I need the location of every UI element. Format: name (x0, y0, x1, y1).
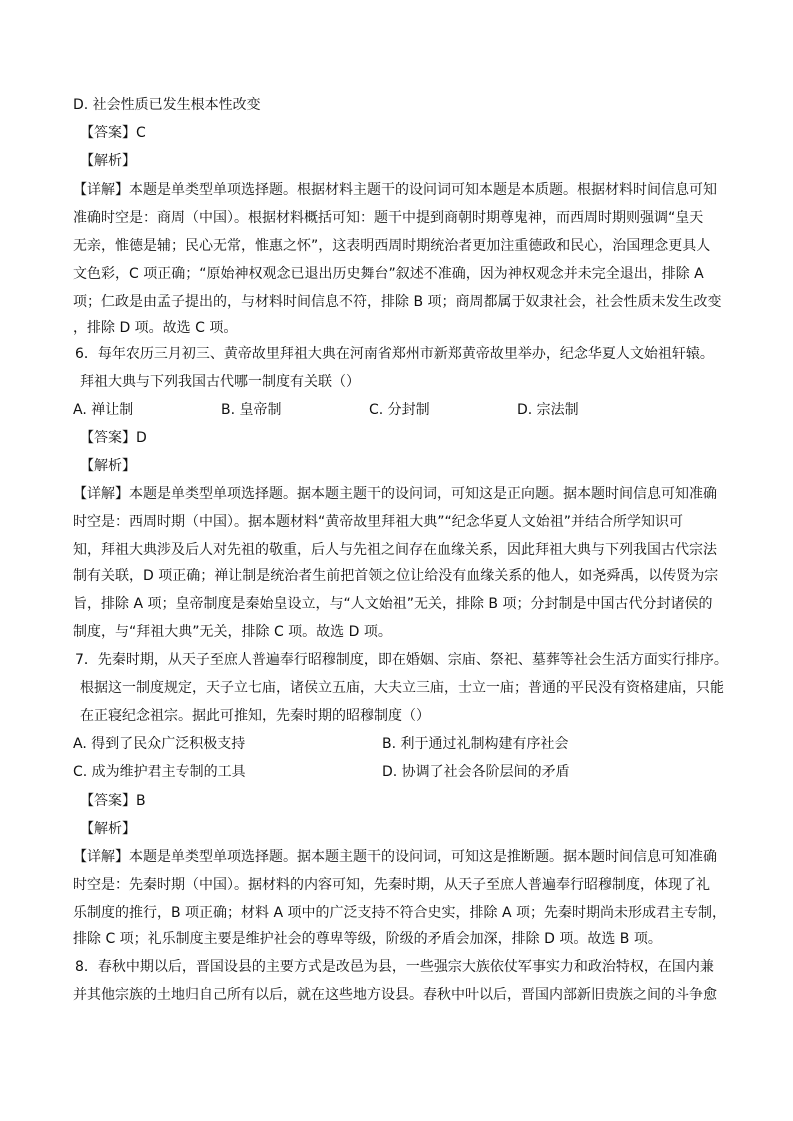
q7-detail-line: 【详解】本题是单类型单项选择题。据本题主题干的设问词，可知这是推断题。据本题时间信息可知准确 (73, 849, 717, 865)
q6-detail-line: 制度，与“拜祖大典”无关，排除 C 项。故选 D 项。 (73, 624, 392, 640)
q5-detail-line: ，排除 D 项。故选 C 项。 (73, 320, 238, 336)
q7-detail-line: 排除 C 项；礼乐制度主要是维护社会的尊卑等级，阶级的矛盾会加深，排除 D 项。故选 B 项。 (73, 931, 662, 947)
q5-detail-line: 【详解】本题是单类型单项选择题。根据材料主题干的设问词可知本题是本质题。根据材料时间信息可知 (73, 182, 717, 198)
q5-detail-line: 项；仁政是由孟子提出的，与材料时间信息不符，排除 B 项；商周都属于奴隶社会，社会性质未发生改变 (73, 294, 722, 310)
q7-option-b: B. 利于通过礼制构建有序社会 (382, 736, 569, 752)
q7-stem-line: 在正寝纪念祖宗。据此可推知，先秦时期的昭穆制度（） (80, 708, 430, 724)
q8-stem-line: 并其他宗族的土地归自己所有以后，就在这些地方设县。春秋中叶以后，晋国内部新旧贵族之间的斗争愈 (73, 987, 717, 1003)
q6-option-d: D. 宗法制 (517, 402, 579, 418)
q6-analysis-label: 【解析】 (80, 458, 136, 474)
q6-stem-line: 拜祖大典与下列我国古代哪一制度有关联（） (80, 374, 360, 390)
q6-option-c: C. 分封制 (369, 402, 430, 418)
q6-detail-line: 知，拜祖大典涉及后人对先祖的敬重，后人与先祖之间存在血缘关系，因此拜祖大典与下列我国古代宗法 (73, 542, 717, 558)
q5-analysis-label: 【解析】 (80, 153, 136, 169)
q7-answer: 【答案】B (80, 793, 146, 809)
q5-answer: 【答案】C (80, 125, 146, 141)
q6-detail-line: 制有关联，D 项正确；禅让制是统治者生前把首领之位让给没有血缘关系的他人，如尧舜禹，以传贤为宗 (73, 568, 719, 584)
q5-detail-line: 准确时空是：商周（中国）。根据材料概括可知：题干中提到商朝时期尊鬼神，而西周时期则强调“皇天 (73, 210, 704, 226)
q7-analysis-label: 【解析】 (80, 821, 136, 837)
q7-stem-line: 根据这一制度规定，天子立七庙，诸侯立五庙，大夫立三庙，士立一庙；普通的平民没有资格建庙，只能 (80, 680, 724, 696)
q6-stem-line: 6．每年农历三月初三、黄帝故里拜祖大典在河南省郑州市新郑黄帝故里举办，纪念华夏人文始祖轩辕。 (75, 346, 714, 362)
q5-option-d: D. 社会性质已发生根本性改变 (73, 97, 261, 113)
q7-option-a: A. 得到了民众广泛积极支持 (73, 736, 246, 752)
q8-stem-line: 8．春秋中期以后，晋国设县的主要方式是改邑为县，一些强宗大族依仗军事实力和政治特权，在国内兼 (75, 959, 714, 975)
q6-detail-line: 【详解】本题是单类型单项选择题。据本题主题干的设问词，可知这是正向题。据本题时间信息可知准确 (73, 486, 717, 502)
q7-option-d: D. 协调了社会各阶层间的矛盾 (382, 764, 570, 780)
q6-option-a: A. 禅让制 (73, 402, 134, 418)
q5-detail-line: 无亲，惟德是辅；民心无常，惟惠之怀”，这表明西周时期统治者更加注重德政和民心，治国理念更具人 (73, 238, 711, 254)
q5-detail-line: 文色彩，C 项正确；“原始神权观念已退出历史舞台”叙述不准确，因为神权观念并未完全退出，排除 A (73, 266, 704, 282)
q6-detail-line: 时空是：西周时期（中国）。据本题材料“黄帝故里拜祖大典”“纪念华夏人文始祖”并结合所学知识可 (73, 514, 684, 530)
q7-detail-line: 时空是：先秦时期（中国）。据材料的内容可知，先秦时期，从天子至庶人普遍奉行昭穆制度，体现了礼 (73, 877, 710, 893)
q6-option-b: B. 皇帝制 (221, 402, 282, 418)
q6-detail-line: 旨，排除 A 项；皇帝制度是秦始皇设立，与“人文始祖”无关，排除 B 项；分封制是中国古代分封诸侯的 (73, 596, 713, 612)
q6-answer: 【答案】D (80, 430, 147, 446)
q7-option-c: C. 成为维护君主专制的工具 (73, 764, 246, 780)
q7-detail-line: 乐制度的推行，B 项正确；材料 A 项中的广泛支持不符合史实，排除 A 项；先秦时期尚未形成君主专制， (73, 905, 727, 921)
q7-stem-line: 7．先秦时期，从天子至庶人普遍奉行昭穆制度，即在婚姻、宗庙、祭祀、墓葬等社会生活方面实行排序。 (75, 652, 728, 668)
